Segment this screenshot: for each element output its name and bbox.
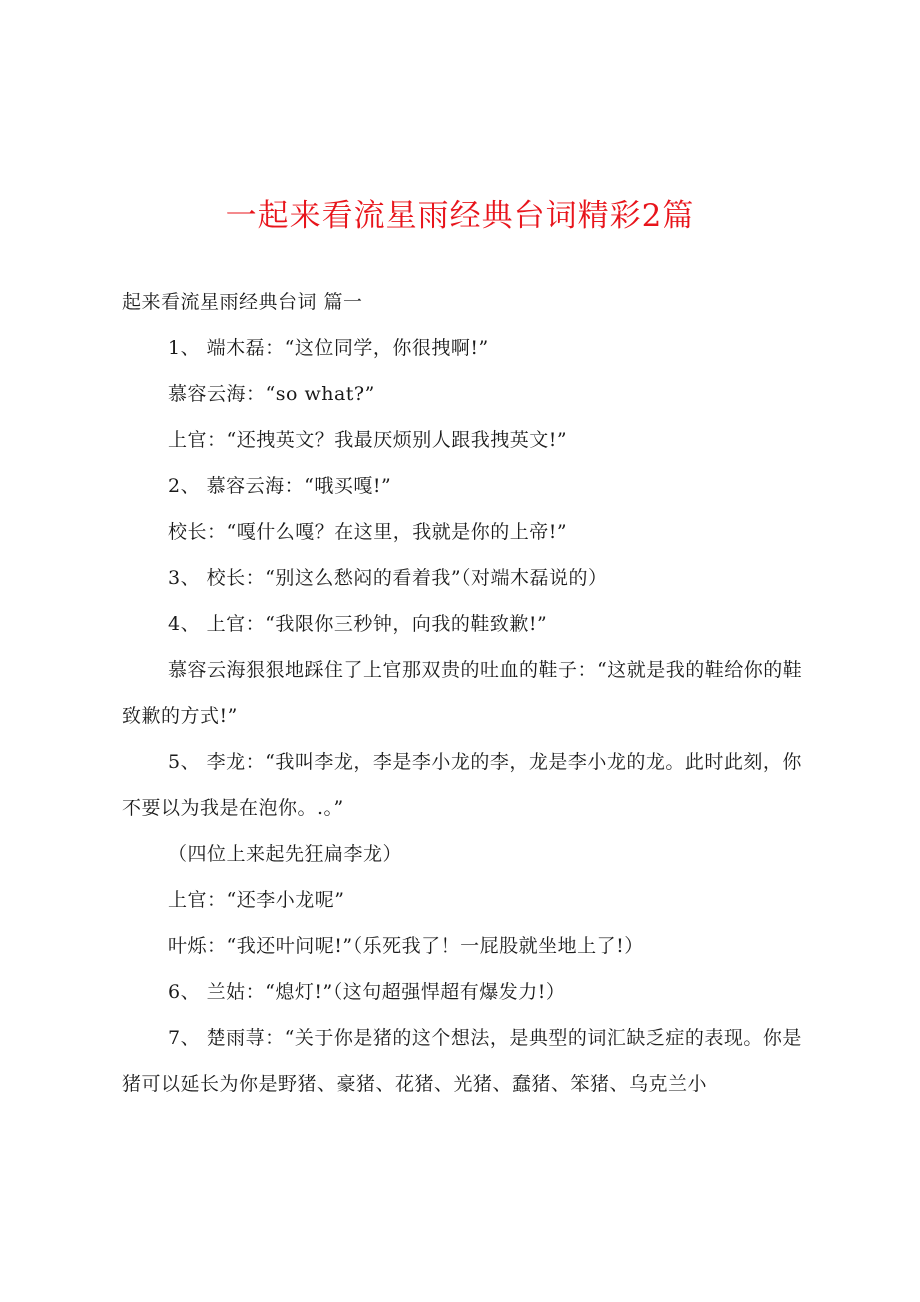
- paragraph: 校长：“嘎什么嘎？在这里，我就是你的上帝!”: [168, 521, 568, 543]
- document-body: [122, 279, 822, 1107]
- section-heading: 起来看流星雨经典台词 篇一: [122, 291, 363, 313]
- paragraph: 5、 李龙：“我叫李龙，李是李小龙的李，龙是李小龙的龙。此时此刻，你不要以为我是在泡你。.。”: [122, 751, 802, 819]
- paragraph: 上官：“还拽英文？我最厌烦别人跟我拽英文!”: [168, 429, 568, 451]
- document-title: 一起来看流星雨经典台词精彩2篇: [225, 198, 695, 234]
- paragraph: 3、 校长：“别这么愁闷的看着我”（对端木磊说的）: [168, 567, 608, 589]
- paragraph: 上官：“还李小龙呢”: [168, 889, 345, 911]
- paragraph: 4、 上官：“我限你三秒钟，向我的鞋致歉!”: [168, 613, 548, 635]
- paragraph: 1、 端木磊：“这位同学，你很拽啊!”: [168, 337, 489, 359]
- paragraph: 7、 楚雨荨：“关于你是猪的这个想法，是典型的词汇缺乏症的表现。你是猪可以延长为你是野猪、豪猪、花猪、光猪、蠢猪、笨猪、乌克兰小: [122, 1027, 802, 1095]
- paragraph: 慕容云海：“so what?”: [168, 383, 375, 405]
- paragraph: 叶烁：“我还叶问呢!”（乐死我了！一屁股就坐地上了!）: [168, 935, 644, 957]
- paragraph: 6、 兰姑：“熄灯!”（这句超强悍超有爆发力!）: [168, 981, 566, 1003]
- paragraph: 慕容云海狠狠地踩住了上官那双贵的吐血的鞋子：“这就是我的鞋给你的鞋致歉的方式!”: [122, 659, 803, 727]
- paragraph: （四位上来起先狂扁李龙）: [168, 843, 403, 865]
- paragraph: 2、 慕容云海：“哦买嘎!”: [168, 475, 392, 497]
